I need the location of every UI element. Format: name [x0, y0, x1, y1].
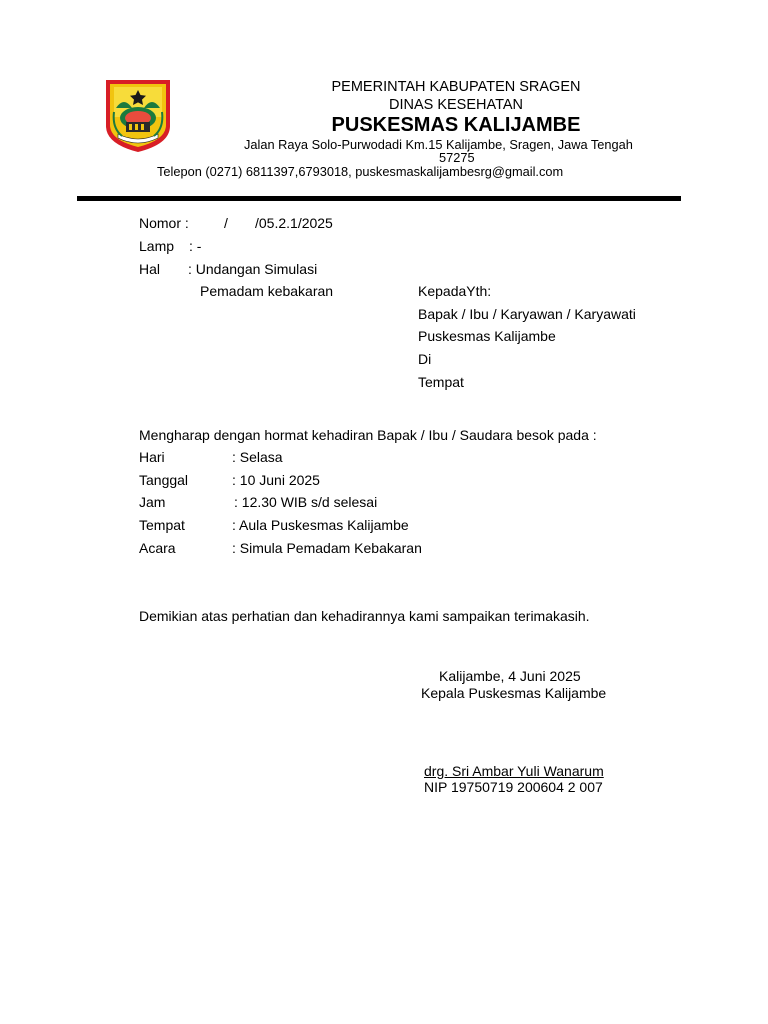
recipient-line: Bapak / Ibu / Karyawan / Karyawati — [418, 306, 636, 322]
detail-value-day: : Selasa — [232, 449, 283, 465]
header-postal-code: 57275 — [439, 150, 475, 165]
hal-value: : Undangan Simulasi — [188, 261, 318, 277]
detail-label-time: Jam — [139, 494, 166, 510]
detail-value-event: : Simula Pemadam Kebakaran — [232, 540, 422, 556]
header-divider — [77, 196, 681, 201]
header-address: Jalan Raya Solo-Purwodadi Km.15 Kalijambe, Sragen, Jawa Tengah — [244, 137, 633, 152]
detail-value-place: : Aula Puskesmas Kalijambe — [232, 517, 409, 533]
signature-title: Kepala Puskesmas Kalijambe — [421, 685, 607, 701]
nomor-value: /05.2.1/2025 — [255, 215, 333, 231]
detail-label-place: Tempat — [139, 517, 185, 533]
detail-label-date: Tanggal — [139, 472, 189, 488]
signatory-nip: NIP 19750719 200604 2 007 — [424, 779, 603, 795]
invitation-intro: Mengharap dengan hormat kehadiran Bapak / Ibu / Saudara besok pada : — [139, 427, 597, 443]
recipient-line: Di — [418, 351, 432, 367]
recipient-line: Puskesmas Kalijambe — [418, 328, 556, 344]
hal-label: Hal — [139, 261, 161, 277]
lamp-label: Lamp — [139, 238, 175, 254]
detail-label-day: Hari — [139, 449, 165, 465]
hal-value-continued: Pemadam kebakaran — [200, 283, 334, 299]
header-government: PEMERINTAH KABUPATEN SRAGEN — [331, 79, 581, 95]
nomor-slash: / — [224, 215, 228, 231]
detail-label-event: Acara — [139, 540, 176, 556]
detail-value-date: : 10 Juni 2025 — [232, 472, 320, 488]
closing-text: Demikian atas perhatian dan kehadirannya kami sampaikan terimakasih. — [139, 608, 590, 624]
header-contact: Telepon (0271) 6811397,6793018, puskesmaskalijambesrg@gmail.com — [157, 164, 564, 179]
header-department: DINAS KESEHATAN — [388, 97, 524, 113]
lamp-value: : - — [189, 238, 202, 254]
sragen-emblem-icon — [104, 78, 172, 154]
recipient-line: Tempat — [418, 374, 464, 390]
signatory-name: drg. Sri Ambar Yuli Wanarum — [424, 763, 604, 779]
nomor-label: Nomor : — [139, 215, 189, 231]
recipient-line: KepadaYth: — [418, 283, 492, 299]
header-institution: PUSKESMAS KALIJAMBE — [331, 114, 581, 136]
signature-place-date: Kalijambe, 4 Juni 2025 — [439, 668, 581, 684]
detail-value-time: : 12.30 WIB s/d selesai — [234, 494, 378, 510]
